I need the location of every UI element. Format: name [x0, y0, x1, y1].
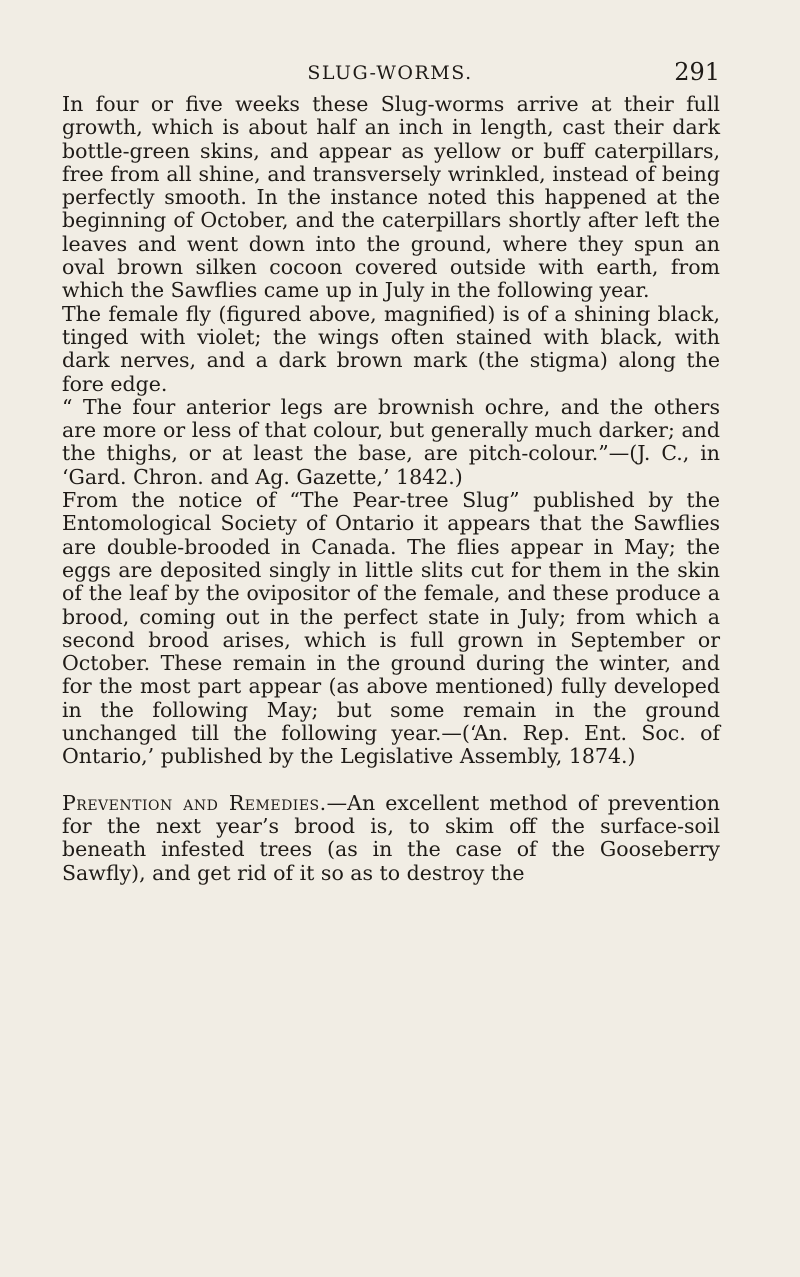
paragraph-gap — [62, 769, 720, 792]
running-title: SLUG-WORMS. — [307, 62, 473, 84]
paragraph: The female fly (figured above, magnified) is of a shining black, tinged with violet; the wings often stained with black, with dark nerves, and a dark brown mark (the stigma) along the fore edge. — [62, 301, 720, 396]
body-text — [62, 93, 720, 885]
section-paragraph — [62, 792, 720, 885]
paragraph: In four or five weeks these Slug-worms arrive at their full growth, which is about half an inch in length, cast their dark bottle-green skins, and appear as yellow or buff caterpillars, free from all shine, and transversely wrinkled, instead of being perfectly smooth. In the instance noted this happened at the beginning of October, and the caterpillars shortly after left the leaves and went down into the ground, where they spun an oval brown silken cocoon covered outside with earth, from which the Sawflies came up in July in the following year. — [62, 92, 720, 303]
page-number: 291 — [674, 58, 720, 86]
section-heading: Prevention and Remedies. — [62, 790, 327, 815]
running-head — [60, 58, 720, 88]
paragraph: From the notice of “The Pear-tree Slug” published by the Entomological Society of Ontario it appears that the Sawflies are double-brooded in Canada. The flies appear in May; the eggs are deposited singly in little slits cut for them in the skin of the leaf by the ovipositor of the female, and these produce a brood, coming out in the perfect state in July; from which a second brood arises, which is full grown in September or October. These remain in the ground during the winter, and for the most part appear (as above mentioned) fully developed in the following May; but some remain in the ground unchanged till the following year.—(‘An. Rep. Ent. Soc. of Ontario,’ published by the Legislative Assembly, 1874.) — [62, 488, 720, 769]
paragraph: “ The four anterior legs are brownish ochre, and the others are more or less of that colour, but generally much darker; and the thighs, or at least the base, are pitch-colour.”—(J. C., in ‘Gard. Chron. and Ag. Gazette,’ 1842.) — [62, 394, 720, 489]
section-text: —An excellent method of prevention for the next year’s brood is, to skim off the surface-soil beneath infested trees (as in the case of the Gooseberry Sawfly), and get rid of it so as to destroy the — [62, 790, 721, 885]
